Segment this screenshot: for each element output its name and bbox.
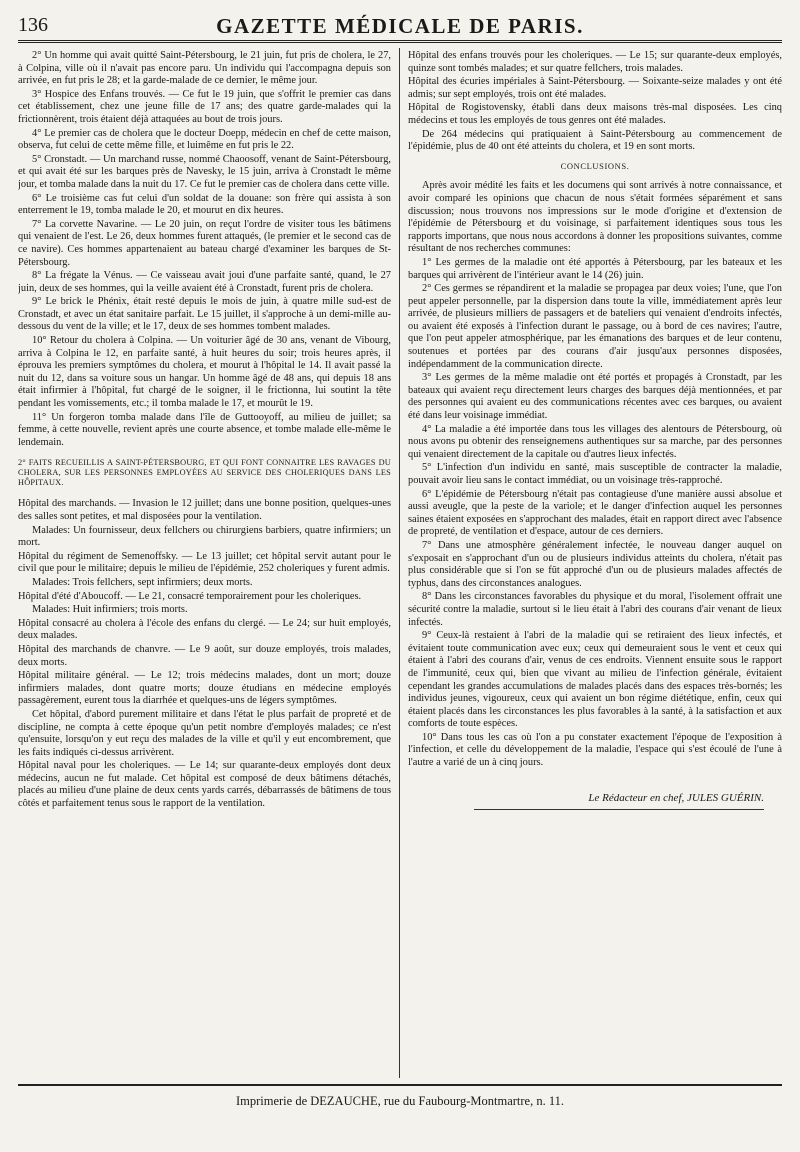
case-6: 6° Le troisième cas fut celui d'un soldat de la douane: son frère qui assista à son enterrement le 19, tomba malade le 20, et mourut en dix heures. <box>18 192 391 217</box>
column-divider <box>399 48 400 1078</box>
left-column <box>18 50 391 1075</box>
conclusion-9: 9° Ceux-là restaient à l'abri de la maladie qui se retiraient des lieux infectés, et évitaient toute communication avec eux; ceux qui demeuraient sous le vent et ceux qui étaient à l'abri des courans d'air, venus de ces endroits. Viennent ensuite sous le rapport de l'immunité, ceux qui, bien que vivant au milieu de l'infection générale, évitaient cependant les grandes accumulations de malades placés dans des espaces très-bornés; les individus jeunes, vigoureux, ceux qui avaient un bon régime diététique, enfin, ceux qui étaient placés dans les circonstances les plus favorables à la santé, à la satisfaction et aux comforts de toute espèces. <box>408 630 782 730</box>
case-11: 11° Un forgeron tomba malade dans l'île de Guttooyoff, au milieu de juillet; sa femme, à cette nouvelle, revient après une courte absence, et tombe malade elle-même le lendemain. <box>18 411 391 448</box>
hospital-enfans-trouves: Hôpital des enfans trouvés pour les choleriques. — Le 15; sur quarante-deux employés, quinze sont tombés malades; et sur quatre fellchers, trois malades. <box>408 50 782 74</box>
right-column <box>408 50 782 1075</box>
hospital-rogistovensky: Hôpital de Rogistovensky, établi dans deux maisons très-mal disposées. Les cinq médecins et tous les employés de tous genres ont été malades. <box>408 102 782 126</box>
case-7: 7° La corvette Navarine. — Le 20 juin, on reçut l'ordre de visiter tous les bâtimens qui venaient de l'est. Le 26, deux hommes furent attaqués, (le premier et le second cas de ce navire). Ces hommes appartenaient au bateau chargé d'examiner les barques de St-Pétersbourg. <box>18 218 391 268</box>
editor-signature <box>408 792 782 811</box>
hospital-militaire: Hôpital militaire général. — Le 12; trois médecins malades, dont un mort; douze infirmiers malades, dont quatre morts; douze étudians en médecine employés passagèrement, eurent tous la diarrhée et quelques-uns de légers symptômes. <box>18 670 391 707</box>
conclusions-heading: CONCLUSIONS. <box>560 160 630 171</box>
hospital-clerge: Hôpital consacré au cholera à l'école des enfans du clergé. — Le 24; sur huit employés, deux malades. <box>18 617 391 642</box>
footer-rule <box>18 1084 782 1086</box>
signature-rule <box>474 809 764 810</box>
hospital-aboucoff-malades: Malades: Huit infirmiers; trois morts. <box>32 604 188 616</box>
conclusions-intro: Après avoir médité les faits et les documens qui sont arrivés à notre connaissance, et avoir comparé les opinions que chacun de nous s'était formées séparément et sans discussion; nous trouvons nos impressions sur le mode d'origine et d'extension de l'épidémie de Pétersbourg et du voisinage, si parfaitement identiques sous tous les rapports importans, que nous nous accordons à donner les propositions suivantes, comme résultant de nos recherches communes: <box>408 180 782 255</box>
conclusion-3: 3° Les germes de la même maladie ont été portés et propagés à Cronstadt, par les bateaux qui avaient reçu directement leurs charges des barques déjà mentionnées, et par des personnes qui avaient eu des communications récentes avec ces barques, ou avaient été dans leur voisinage immédiat. <box>408 372 782 422</box>
conclusion-6: 6° L'épidémie de Pétersbourg n'était pas contagieuse d'une manière aussi absolue et aussi aveugle, que la peste de la variole; et le danger d'infection auquel les personnes saines étaient exposées en s'approchant des malades, était en rapport direct avec l'absence de propreté, de ventilation et d'espace, autour de ces derniers. <box>408 488 782 538</box>
case-8: 8° La frégate la Vénus. — Ce vaisseau avait joui d'une parfaite santé, quand, le 27 juin, deux de ses hommes, qui la veille avaient été à Cronstadt, furent pris de cholera. <box>18 270 391 294</box>
case-4: 4° Le premier cas de cholera que le docteur Doepp, médecin en chef de cette maison, observa, fut celui de cette même fille, et luimême en fut pris le 22. <box>18 127 391 152</box>
hospital-marchands-malades: Malades: Un fournisseur, deux fellchers ou chirurgiens barbiers, quatre infirmiers; un mort. <box>18 524 391 549</box>
case-10: 10° Retour du cholera à Colpina. — Un voiturier âgé de 30 ans, venant de Vibourg, arriva à Colpina le 12, en parfaite santé, à huit heures du soir; trois heures après, il éprouva les premiers symptômes du cholera, et mourut à l'hôpital le 14. Il avait passé la nuit du 12, dans sa voiture sous un hangar. Un homme âgé de 48 ans, qui depuis 18 ans était infirmier à l'hôpital, fut chargé de le soigner, il le frictionna, lui soutint la tête pendant les vomissements, etc.; il tomba malade le 17, et mourût le 19. <box>18 335 391 410</box>
hospital-marchands: Hôpital des marchands. — Invasion le 12 juillet; dans une bonne position, quelques-unes des salles sont petites, et mal disposées pour la ventilation. <box>18 498 391 522</box>
hospital-ecuries: Hôpital des écuries impériales à Saint-Pétersbourg. — Soixante-seize malades y ont été admis; sur sept employés, trois ont été malades. <box>408 76 782 100</box>
case-9: 9° Le brick le Phénix, était resté depuis le mois de juin, à quatre mille sud-est de Cronstadt, et avec un état sanitaire parfait. Le 15 juillet, il s'approche à un demi-mille au-dessous du vent de la ville; et le 17, deux de ses hommes tombent malades. <box>18 296 391 333</box>
conclusion-5: 5° L'infection d'un individu en santé, mais susceptible de contracter la maladie, pouvait avoir lieu sans le contact immédiat, ou un voisinage très-rapproché. <box>408 462 782 486</box>
case-3: 3° Hospice des Enfans trouvés. — Ce fut le 19 juin, que s'offrit le premier cas dans cet établissement, chez une jeune fille de 17 ans; des quatre garde-malades qui la frictionnèrent, trois étaient déjà attaquées au bout de trois jours. <box>18 88 391 125</box>
header-rule <box>18 40 782 45</box>
hospital-naval: Hôpital naval pour les choleriques. — Le 14; sur quarante-deux employés dont deux médecins, aucun ne fut malade. Cet hôpital est composé de deux bâtimens détachés, placés au milieu d'une plaine de deux cents yards carrés, débarrassés de bâtimens de tous côtés et parfaitement tenus sous le rapport de la ventilation. <box>18 760 391 810</box>
hospital-semenoffsky: Hôpital du régiment de Semenoffsky. — Le 13 juillet; cet hôpital servit autant pour le civil que pour le militaire; depuis le milieu de l'épidémie, 252 choleriques y furent admis. <box>18 550 391 575</box>
conclusion-7: 7° Dans une atmosphère généralement infectée, le nouveau danger auquel on s'exposait en s'approchant d'un ou de plusieurs individus atteints du cholera, n'était pas plus considérable que si l'on se fût approché d'un ou de plusieurs malades affectés de typhus, dans des circonstances analogues. <box>408 539 782 589</box>
section-heading: 2° FAITS RECUEILLIS A SAINT-PÉTERSBOURG, ET QUI FONT CONNAITRE LES RAVAGES DU CHOLERA, SUR LES PERSONNES EMPLOYÉES AU SERVICE DES CHOLERIQUES DANS LES HÔPITAUX. <box>18 458 391 488</box>
page-header <box>18 14 782 40</box>
conclusion-1: 1° Les germes de la maladie ont été apportés à Pétersbourg, par les bateaux et les barques qui arrivèrent de l'intérieur avant le 14 (26) juin. <box>408 256 782 281</box>
medecins-statistic: De 264 médecins qui pratiquaient à Saint-Pétersbourg au commencement de l'épidémie, plus de 40 ont été atteints du cholera, et 19 en sont morts. <box>408 128 782 153</box>
conclusion-10: 10° Dans tous les cas où l'on a pu constater exactement l'époque de l'exposition à l'infection, et celle du développement de la maladie, l'espace qui s'est écoulé de l'une à l'autre a varié de un à cinq jours. <box>408 731 782 769</box>
gazette-title: GAZETTE MÉDICALE DE PARIS. <box>216 14 584 38</box>
signature-text: Le Rédacteur en chef, JULES GUÉRIN. <box>588 791 764 804</box>
conclusion-4: 4° La maladie a été importée dans tous les villages des alentours de Pétersbourg, où nous avons pu obtenir des renseignemens authentiques sur sa marche, par des personnes qui venaient directement de la capitale ou d'autres lieux infectés. <box>408 423 782 460</box>
conclusion-2: 2° Ces germes se répandirent et la maladie se propagea par deux voies; l'une, que l'on peut appeler personnelle, par la dispersion dans toute la ville, immédiatement après leur arrivée, de plusieurs milliers de passagers et de bateliers qui venaient d'endroits infectés, ou avaient été exposés à l'infection durant le passage, ou à bord de ces navires; l'autre, que l'on peut appeler atmosphérique, par les émanations des barques et de leur contenu, soutenues et portées par des courans d'air jusqu'aux personnes disposées, indépendamment de la communication directe. <box>408 283 782 370</box>
hospital-militaire-suite: Cet hôpital, d'abord purement militaire et dans l'état le plus parfait de propreté et de discipline, ne compta à cette époque qu'un petit nombre d'employés malades; ce n'est qu'ensuite, lorsqu'on y eut reçu des malades de la ville et qu'il y eut encombrement, que les faits indiqués ci-dessus arrivèrent. <box>18 708 391 758</box>
case-5: 5° Cronstadt. — Un marchand russe, nommé Chaoosoff, venant de Saint-Pétersbourg, et qui avait été sur les barques près de Navesky, le 15 juin, arriva à Cronstadt le même jour, et tomba malade dans la nuit du 17. Ce fut le premier cas de cholera dans cette ville. <box>18 153 391 190</box>
case-2: 2° Un homme qui avait quitté Saint-Pétersbourg, le 21 juin, fut pris de cholera, le 27, à Colpina, ville où il n'avait pas encore paru. Un individu qui l'accompagna depuis son arrivée, en fut pris le 28; et la garde-malade de ce dernier, le même jour. <box>18 50 391 87</box>
conclusion-8: 8° Dans les circonstances favorables du physique et du moral, l'isolement offrait une sécurité contre la maladie, surtout si le lieu était à l'abri des courans d'air venant de lieux infectés. <box>408 591 782 628</box>
page-number: 136 <box>18 14 48 36</box>
hospital-aboucoff: Hôpital d'été d'Aboucoff. — Le 21, consacré temporairement pour les choleriques. <box>18 590 362 602</box>
hospital-chanvre: Hôpital des marchands de chanvre. — Le 9 août, sur douze employés, trois malades, deux morts. <box>18 643 391 668</box>
hospital-semenoffsky-malades: Malades: Trois fellchers, sept infirmiers; deux morts. <box>32 576 253 588</box>
printer-imprint: Imprimerie de DEZAUCHE, rue du Faubourg-Montmartre, n. 11. <box>235 1094 565 1108</box>
